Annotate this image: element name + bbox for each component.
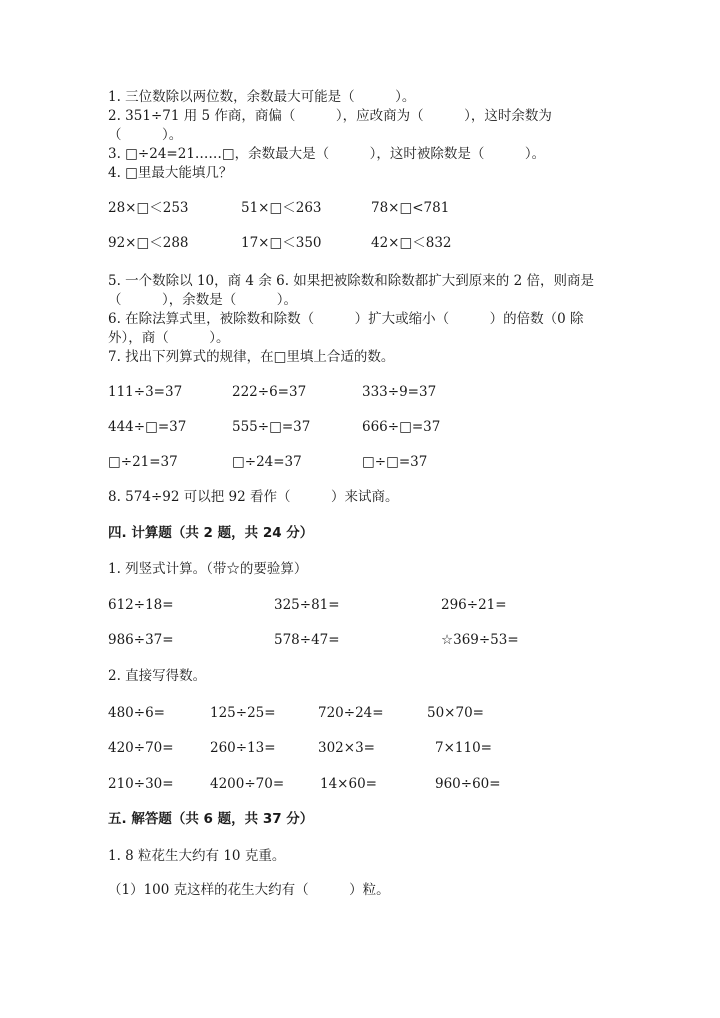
q4-expression: 92×□＜288 bbox=[108, 235, 189, 251]
mental-calc-item: 125÷25= bbox=[210, 705, 276, 721]
question-7: 7. 找出下列算式的规律，在□里填上合适的数。 bbox=[108, 349, 395, 365]
mental-calc-item: 14×60= bbox=[320, 776, 377, 792]
mental-calc-item: 960÷60= bbox=[435, 776, 501, 792]
question-3: 3. □÷24=21……□，余数最大是（ ），这时被除数是（ ）。 bbox=[108, 146, 546, 162]
vertical-calc-item: 296÷21= bbox=[441, 597, 507, 613]
q4-expression: 17×□＜350 bbox=[241, 235, 322, 251]
q7-equation: 444÷□=37 bbox=[108, 419, 187, 435]
q7-equation: □÷24=37 bbox=[232, 454, 302, 470]
question-6-line-2: 外），商（ ）。 bbox=[108, 330, 230, 346]
q7-equation: 111÷3=37 bbox=[108, 384, 183, 400]
question-2-line-2: （ ）。 bbox=[108, 127, 183, 143]
mental-calc-item: 4200÷70= bbox=[210, 776, 285, 792]
q7-equation: 666÷□=37 bbox=[362, 419, 441, 435]
section-5-question-1-part-1: （1）100 克这样的花生大约有（ ）粒。 bbox=[108, 882, 390, 898]
section-4-heading: 四. 计算题（共 2 题，共 24 分） bbox=[108, 525, 314, 541]
q7-equation: □÷21=37 bbox=[108, 454, 178, 470]
q7-equation: □÷□=37 bbox=[362, 454, 428, 470]
section-4-question-2: 2. 直接写得数。 bbox=[108, 668, 207, 684]
mental-calc-item: 720÷24= bbox=[318, 705, 384, 721]
q4-expression: 51×□＜263 bbox=[241, 200, 322, 216]
mental-calc-item: 50×70= bbox=[427, 705, 484, 721]
question-2-line-1: 2. 351÷71 用 5 作商，商偏（ ），应改商为（ ），这时余数为 bbox=[108, 108, 552, 124]
section-5-question-1: 1. 8 粒花生大约有 10 克重。 bbox=[108, 848, 286, 864]
section-4-question-1: 1. 列竖式计算。（带☆的要验算） bbox=[108, 561, 308, 577]
vertical-calc-item: 612÷18= bbox=[108, 597, 174, 613]
section-5-heading: 五. 解答题（共 6 题，共 37 分） bbox=[108, 811, 314, 827]
q7-equation: 333÷9=37 bbox=[362, 384, 437, 400]
q4-expression: 42×□＜832 bbox=[371, 235, 452, 251]
vertical-calc-item: 986÷37= bbox=[108, 632, 174, 648]
mental-calc-item: 480÷6= bbox=[108, 705, 165, 721]
question-5-line-1: 5. 一个数除以 10，商 4 余 6. 如果把被除数和除数都扩大到原来的 2 倍，则商是 bbox=[108, 273, 594, 289]
question-4: 4. □里最大能填几？ bbox=[108, 165, 233, 181]
question-5-line-2: （ ），余数是（ ）。 bbox=[108, 292, 297, 308]
question-6-line-1: 6. 在除法算式里，被除数和除数（ ）扩大或缩小（ ）的倍数（0 除 bbox=[108, 311, 584, 327]
q4-expression: 78×□<781 bbox=[371, 200, 450, 216]
q7-equation: 555÷□=37 bbox=[232, 419, 311, 435]
vertical-calc-item: 578÷47= bbox=[274, 632, 340, 648]
mental-calc-item: 210÷30= bbox=[108, 776, 174, 792]
vertical-calc-item: 325÷81= bbox=[274, 597, 340, 613]
q7-equation: 222÷6=37 bbox=[232, 384, 307, 400]
mental-calc-item: 260÷13= bbox=[210, 740, 276, 756]
question-1: 1. 三位数除以两位数，余数最大可能是（ ）。 bbox=[108, 89, 416, 105]
vertical-calc-item: ☆369÷53= bbox=[441, 632, 519, 648]
mental-calc-item: 7×110= bbox=[435, 740, 492, 756]
question-8: 8. 574÷92 可以把 92 看作（ ）来试商。 bbox=[108, 489, 399, 505]
mental-calc-item: 302×3= bbox=[318, 740, 375, 756]
mental-calc-item: 420÷70= bbox=[108, 740, 174, 756]
q4-expression: 28×□＜253 bbox=[108, 200, 189, 216]
